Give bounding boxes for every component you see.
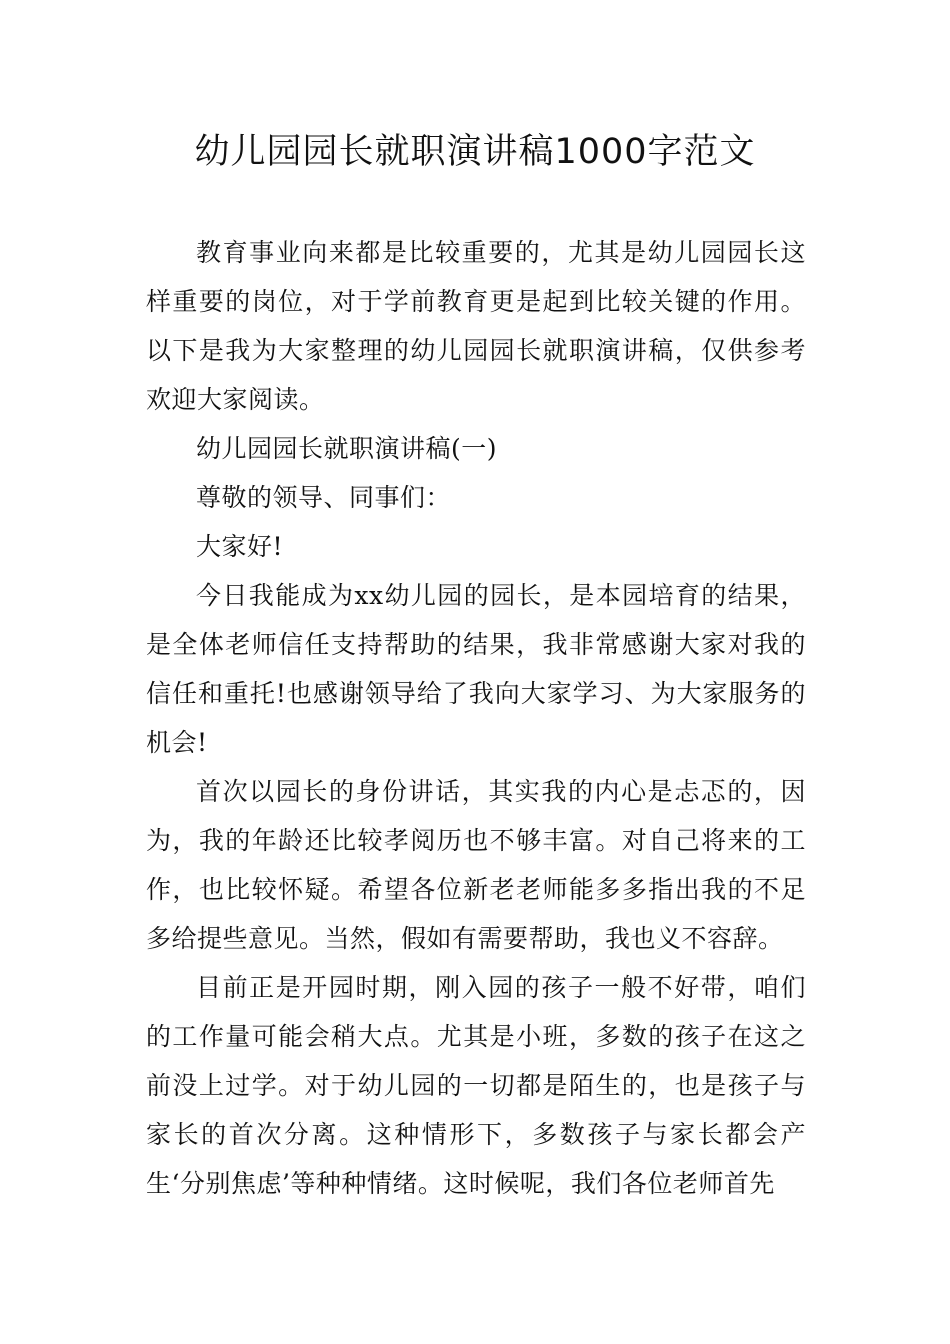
paragraph-intro: 教育事业向来都是比较重要的，尤其是幼儿园园长这样重要的岗位，对于学前教育更是起到比较关键的作用。以下是我为大家整理的幼儿园园长就职演讲稿，仅供参考欢迎大家阅读。 (146, 238, 806, 414)
paragraph-salutation: 尊敬的领导、同事们： (196, 483, 452, 512)
paragraph-greeting: 大家好! (196, 532, 284, 561)
paragraph-thanks: 今日我能成为xx幼儿园的园长，是本园培育的结果，是全体老师信任支持帮助的结果，我非常感谢大家对我的信任和重托!也感谢领导给了我向大家学习、为大家服务的机会! (146, 581, 806, 757)
document-body (146, 228, 806, 1208)
paragraph-section-heading: 幼儿园园长就职演讲稿(一) (196, 434, 498, 463)
paragraph-first-speech: 首次以园长的身份讲话，其实我的内心是忐忑的，因为，我的年龄还比较孝阅历也不够丰富。对自己将来的工作，也比较怀疑。希望各位新老老师能多多指出我的不足多给提些意见。当然，假如有需要帮助，我也义不容辞。 (146, 777, 806, 953)
paragraph-opening-period: 目前正是开园时期，刚入园的孩子一般不好带，咱们的工作量可能会稍大点。尤其是小班，多数的孩子在这之前没上过学。对于幼儿园的一切都是陌生的，也是孩子与家长的首次分离。这种情形下，多数孩子与家长都会产生‘分别焦虑’等种种情绪。这时候呢，我们各位老师首先 (146, 973, 806, 1198)
document-title: 幼儿园园长就职演讲稿1000字范文 (194, 132, 756, 172)
